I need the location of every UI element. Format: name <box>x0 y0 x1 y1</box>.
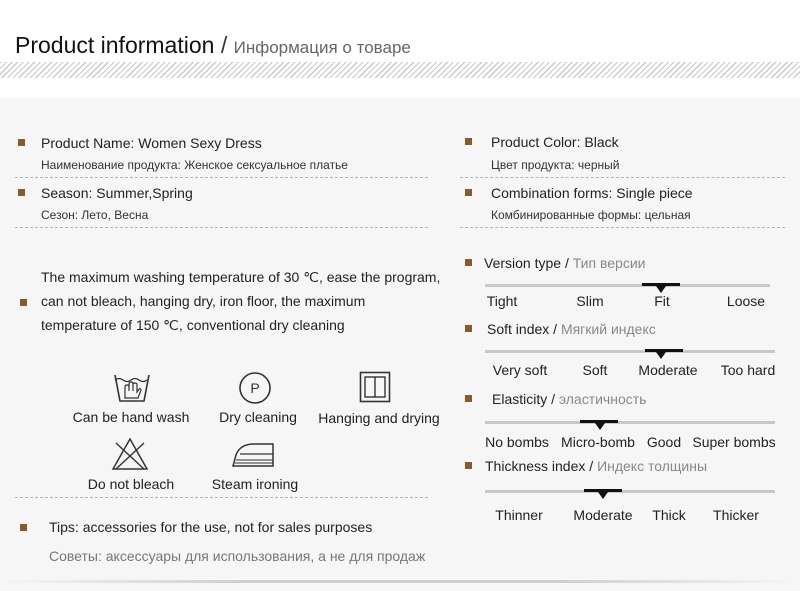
scale-title-ru: Тип версии <box>572 255 646 271</box>
elasticity-title: Elasticity / эластичность <box>492 391 647 407</box>
bullet-icon <box>465 138 472 145</box>
scale-option: Slim <box>576 293 604 309</box>
steam-iron-icon <box>230 441 276 469</box>
scale-option: No bombs <box>485 434 549 450</box>
thickness-index-title: Thickness index / Индекс толщины <box>485 458 708 474</box>
scale-option: Very soft <box>492 362 548 378</box>
scale-title-en: Thickness index <box>485 458 586 474</box>
scale-option: Too hard <box>720 362 776 378</box>
tips: Tips: accessories for the use, not for sales purposes <box>49 519 373 535</box>
divider <box>15 497 428 498</box>
divider <box>15 177 428 178</box>
scale-option: Soft <box>582 362 608 378</box>
divider <box>460 177 785 178</box>
hanging-dry-icon <box>359 371 391 403</box>
scale-title-ru: Индекс толщины <box>597 458 708 474</box>
dry-cleaning-icon <box>238 371 272 405</box>
bullet-icon <box>465 189 472 196</box>
hatch-divider <box>0 62 800 78</box>
product-color: Product Color: Black <box>491 134 619 150</box>
scale-title-en: Version type <box>484 255 562 271</box>
scale-option: Tight <box>486 293 518 309</box>
version-type-title: Version type / Тип версии <box>484 255 646 271</box>
combination-forms-ru: Комбинированные формы: цельная <box>491 208 691 222</box>
bullet-icon <box>465 259 472 266</box>
header <box>0 0 800 100</box>
scale-option: Micro-bomb <box>561 434 635 450</box>
title-separator: / <box>220 32 228 58</box>
scale-option: Moderate <box>573 507 633 523</box>
hand-wash-label: Can be hand wash <box>72 409 190 425</box>
combination-forms: Combination forms: Single piece <box>491 185 693 201</box>
version-type-track <box>485 284 770 287</box>
product-name-ru: Наименование продукта: Женское сексуальное платье <box>41 158 348 172</box>
soft-index-pointer <box>656 352 666 359</box>
thickness-index-track <box>485 490 775 493</box>
scale-option: Super bombs <box>692 434 776 450</box>
steam-iron-label: Steam ironing <box>211 476 299 492</box>
title-en: Product information <box>15 32 215 58</box>
version-type-pointer <box>656 286 666 293</box>
soft-index-title: Soft index / Мягкий индекс <box>487 321 656 337</box>
scale-title-ru: эластичность <box>558 391 647 407</box>
bullet-icon <box>18 189 25 196</box>
product-name: Product Name: Women Sexy Dress <box>41 135 262 151</box>
elasticity-track <box>485 421 775 424</box>
product-color-ru: Цвет продукта: черный <box>491 158 620 172</box>
hand-wash-icon <box>113 372 151 404</box>
season-ru: Сезон: Лето, Весна <box>41 208 149 222</box>
bullet-icon <box>20 524 27 531</box>
divider <box>460 227 785 228</box>
no-bleach-icon <box>111 437 149 471</box>
bullet-icon <box>18 139 25 146</box>
scale-option: Fit <box>654 293 670 309</box>
bullet-icon <box>20 299 27 306</box>
dry-cleaning-label: Dry cleaning <box>219 409 297 425</box>
scale-option: Loose <box>726 293 766 309</box>
bottom-divider <box>0 580 800 583</box>
season: Season: Summer,Spring <box>41 185 193 201</box>
care-instructions: The maximum washing temperature of 30 ℃, ease the program, can not bleach, hanging dry, iron floor, the maximum temperature of 150 ℃, conventional dry cleaning <box>41 269 441 333</box>
scale-option: Thicker <box>713 507 759 523</box>
svg-text:P: P <box>250 380 260 396</box>
no-bleach-label: Do not bleach <box>87 476 175 492</box>
divider <box>15 227 428 228</box>
scale-title-ru: Мягкий индекс <box>560 321 656 337</box>
scale-option: Thick <box>652 507 686 523</box>
bullet-icon <box>465 395 472 402</box>
tips-ru: Советы: аксессуары для использования, а не для продаж <box>49 548 426 564</box>
page-title <box>15 32 411 59</box>
soft-index-track <box>485 350 775 353</box>
scale-option: Good <box>646 434 682 450</box>
scale-title-en: Soft index <box>487 321 550 337</box>
hanging-dry-label: Hanging and drying <box>318 410 440 426</box>
scale-title-en: Elasticity <box>492 391 548 407</box>
scale-option: Thinner <box>495 507 543 523</box>
elasticity-pointer <box>595 423 605 430</box>
thickness-index-pointer <box>598 492 608 499</box>
title-ru: Информация о товаре <box>233 38 411 57</box>
bullet-icon <box>465 325 472 332</box>
scale-option: Moderate <box>638 362 698 378</box>
bullet-icon <box>465 462 472 469</box>
